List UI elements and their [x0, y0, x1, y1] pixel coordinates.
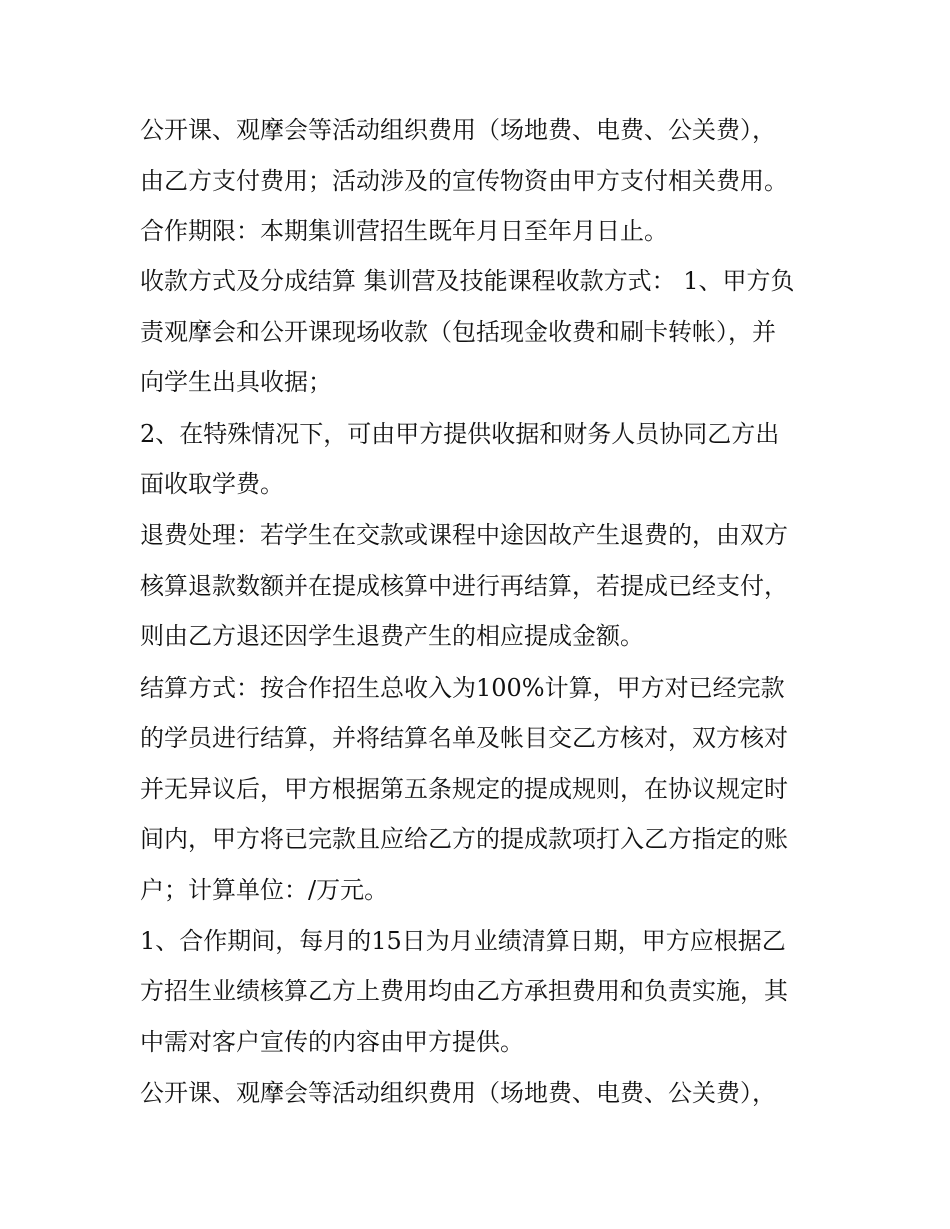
text-line: 2、在特殊情况下，可由甲方提供收据和财务人员协同乙方出 — [140, 420, 780, 448]
text-line: 1、合作期间，每月的15日为月业绩清算日期，甲方应根据乙 — [140, 927, 786, 955]
text-line: 并无异议后，甲方根据第五条规定的提成规则，在协议规定时 — [140, 775, 788, 803]
text-line: 面收取学费。 — [140, 470, 284, 498]
text-line: 责观摩会和公开课现场收款（包括现金收费和刷卡转帐），并 — [140, 318, 776, 346]
text-line: 退费处理：若学生在交款或课程中途因故产生退费的，由双方 — [140, 521, 788, 549]
text-line: 公开课、观摩会等活动组织费用（场地费、电费、公关费）， — [140, 1079, 776, 1107]
text-line: 公开课、观摩会等活动组织费用（场地费、电费、公关费）， — [140, 116, 776, 144]
text-line: 合作期限：本期集训营招生既年月日至年月日止。 — [140, 217, 668, 245]
text-line: 中需对客户宣传的内容由甲方提供。 — [140, 1028, 524, 1056]
text-line: 间内，甲方将已完款且应给乙方的提成款项打入乙方指定的账 — [140, 825, 788, 853]
text-line: 核算退款数额并在提成核算中进行再结算，若提成已经支付， — [140, 572, 788, 600]
text-line: 的学员进行结算，并将结算名单及帐目交乙方核对，双方核对 — [140, 724, 788, 752]
text-line: 结算方式：按合作招生总收入为100%计算，甲方对已经完款 — [140, 674, 785, 702]
text-line: 向学生出具收据； — [140, 368, 332, 396]
text-line: 户；计算单位：/万元。 — [140, 876, 389, 904]
text-line: 方招生业绩核算乙方上费用均由乙方承担费用和负责实施，其 — [140, 977, 788, 1005]
text-line: 则由乙方退还因学生退费产生的相应提成金额。 — [140, 622, 644, 650]
text-line: 收款方式及分成结算 集训营及技能课程收款方式： 1、甲方负 — [140, 267, 795, 295]
text-line: 由乙方支付费用；活动涉及的宣传物资由甲方支付相关费用。 — [140, 167, 788, 195]
